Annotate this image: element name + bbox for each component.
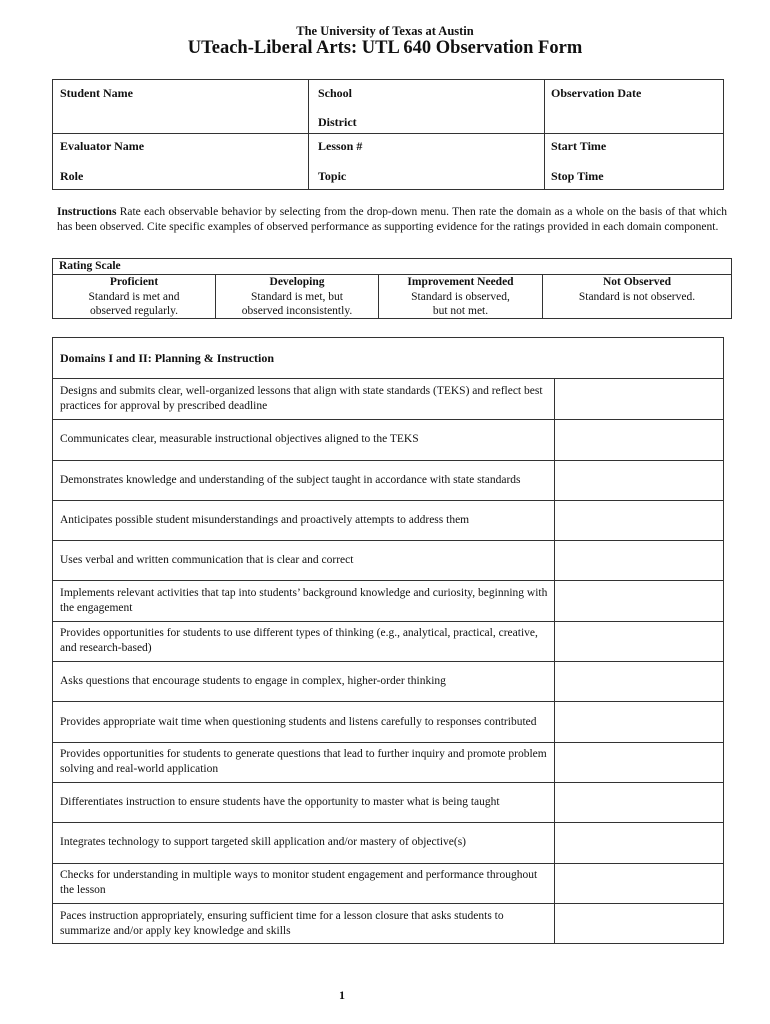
behavior-text: Uses verbal and written communication that is clear and correct: [60, 554, 354, 567]
rating-level-name: Not Observed: [602, 276, 672, 288]
rating-dropdown[interactable]: [554, 420, 723, 459]
student-name-field[interactable]: Student Name: [60, 86, 134, 100]
table-row: [53, 782, 723, 822]
behavior-text: Provides opportunities for students to generate questions that lead to further inquiry and promote problem solving and real-world application: [60, 748, 547, 776]
behavior-text: Provides opportunities for students to use different types of thinking (e.g., analytical, practical, creative, and research-based): [60, 627, 538, 655]
lesson-number-field[interactable]: Lesson #: [318, 139, 363, 153]
rating-level-desc: Standard is met, but: [251, 290, 343, 303]
rating-level-name: Proficient: [109, 276, 159, 288]
form-title: UTeach-Liberal Arts: UTL 640 Observation Form: [187, 38, 583, 58]
school-field[interactable]: School: [318, 86, 353, 100]
rating-proficient: [53, 275, 215, 318]
behavior-text: Anticipates possible student misunderstandings and proactively attempts to address them: [60, 514, 470, 527]
instructions-label: Instructions: [57, 206, 117, 218]
table-row: [53, 661, 723, 701]
rating-dropdown[interactable]: [554, 541, 723, 580]
table-row: [53, 580, 723, 620]
rating-level-desc: but not met.: [432, 305, 489, 317]
topic-field[interactable]: Topic: [318, 169, 347, 183]
rating-dropdown[interactable]: [554, 783, 723, 822]
domain-table: [52, 337, 724, 944]
table-row: [53, 460, 723, 500]
evaluator-name-field[interactable]: Evaluator Name: [60, 139, 145, 153]
behavior-text: Demonstrates knowledge and understanding of the subject taught in accordance with state standards: [60, 473, 521, 486]
behavior-text: Differentiates instruction to ensure students have the opportunity to master what is being taught: [60, 796, 500, 809]
table-row: [53, 540, 723, 580]
table-row: [53, 500, 723, 540]
table-row: [53, 419, 723, 459]
instructions: [57, 205, 727, 234]
table-row: [53, 903, 723, 943]
rating-level-desc: Standard is not observed.: [578, 290, 696, 303]
rating-dropdown[interactable]: [554, 581, 723, 620]
behavior-text: Integrates technology to support targeted skill application and/or mastery of objective(s): [60, 836, 467, 849]
rating-dropdown[interactable]: [554, 662, 723, 701]
rating-not-observed: [542, 275, 731, 318]
start-time-field[interactable]: Start Time: [551, 139, 607, 153]
behavior-text: Designs and submits clear, well-organized lessons that align with state standards (TEKS) and reflect best practices for approval by prescribed deadline: [60, 385, 543, 413]
rating-level-name: Developing: [269, 276, 325, 288]
table-row: [53, 742, 723, 782]
rating-dropdown[interactable]: [554, 702, 723, 741]
rating-dropdown[interactable]: [554, 823, 723, 862]
observation-date-field[interactable]: Observation Date: [551, 86, 642, 100]
domain-header: [53, 338, 723, 379]
rating-scale-title: Rating Scale: [59, 260, 121, 272]
rating-improvement-needed: [378, 275, 542, 318]
rating-level-desc: Standard is observed,: [411, 290, 510, 303]
rating-developing: [215, 275, 378, 318]
rating-level-desc: observed inconsistently.: [241, 305, 353, 317]
behavior-text: Implements relevant activities that tap into students’ background knowledge and curiosity, beginning with the engagement: [60, 587, 548, 615]
table-row: [53, 863, 723, 903]
behavior-text: Provides appropriate wait time when questioning students and listens carefully to responses contributed: [60, 715, 537, 728]
rating-dropdown[interactable]: [554, 904, 723, 943]
table-row: [53, 379, 723, 419]
behavior-text: Communicates clear, measurable instructional objectives aligned to the TEKS: [60, 433, 419, 446]
stop-time-field[interactable]: Stop Time: [551, 169, 604, 183]
rating-dropdown[interactable]: [554, 501, 723, 540]
table-row: [53, 822, 723, 862]
role-field[interactable]: Role: [60, 169, 84, 183]
rating-level-name: Improvement Needed: [407, 276, 514, 288]
page-number: 1: [339, 988, 345, 1002]
domain-title: Domains I and II: Planning & Instruction: [60, 351, 275, 365]
rating-scale: [52, 258, 732, 319]
table-row: [53, 621, 723, 661]
rating-level-desc: observed regularly.: [89, 305, 179, 317]
district-field[interactable]: District: [318, 115, 357, 129]
instructions-text: Rate each observable behavior by selecting from the drop-down menu. Then rate the domain as a whole on the basis of that which has been observed. Cite specific examples of observed performance as supporting evidence for the ratings provided in each domain component.: [57, 206, 727, 233]
rating-dropdown[interactable]: [554, 461, 723, 500]
behavior-text: Asks questions that encourage students to engage in complex, higher-order thinking: [60, 675, 446, 688]
info-table: [52, 79, 724, 190]
behavior-text: Paces instruction appropriately, ensuring sufficient time for a lesson closure that asks students to summarize and/or apply key knowledge and skills: [60, 909, 504, 937]
rating-dropdown[interactable]: [554, 864, 723, 903]
institution-name: The University of Texas at Austin: [296, 24, 474, 38]
rating-dropdown[interactable]: [554, 622, 723, 661]
table-row: [53, 701, 723, 741]
rating-dropdown[interactable]: [554, 743, 723, 782]
rating-level-desc: Standard is met and: [88, 290, 180, 303]
rating-dropdown[interactable]: [554, 379, 723, 419]
behavior-text: Checks for understanding in multiple ways to monitor student engagement and performance throughout the lesson: [60, 869, 538, 897]
